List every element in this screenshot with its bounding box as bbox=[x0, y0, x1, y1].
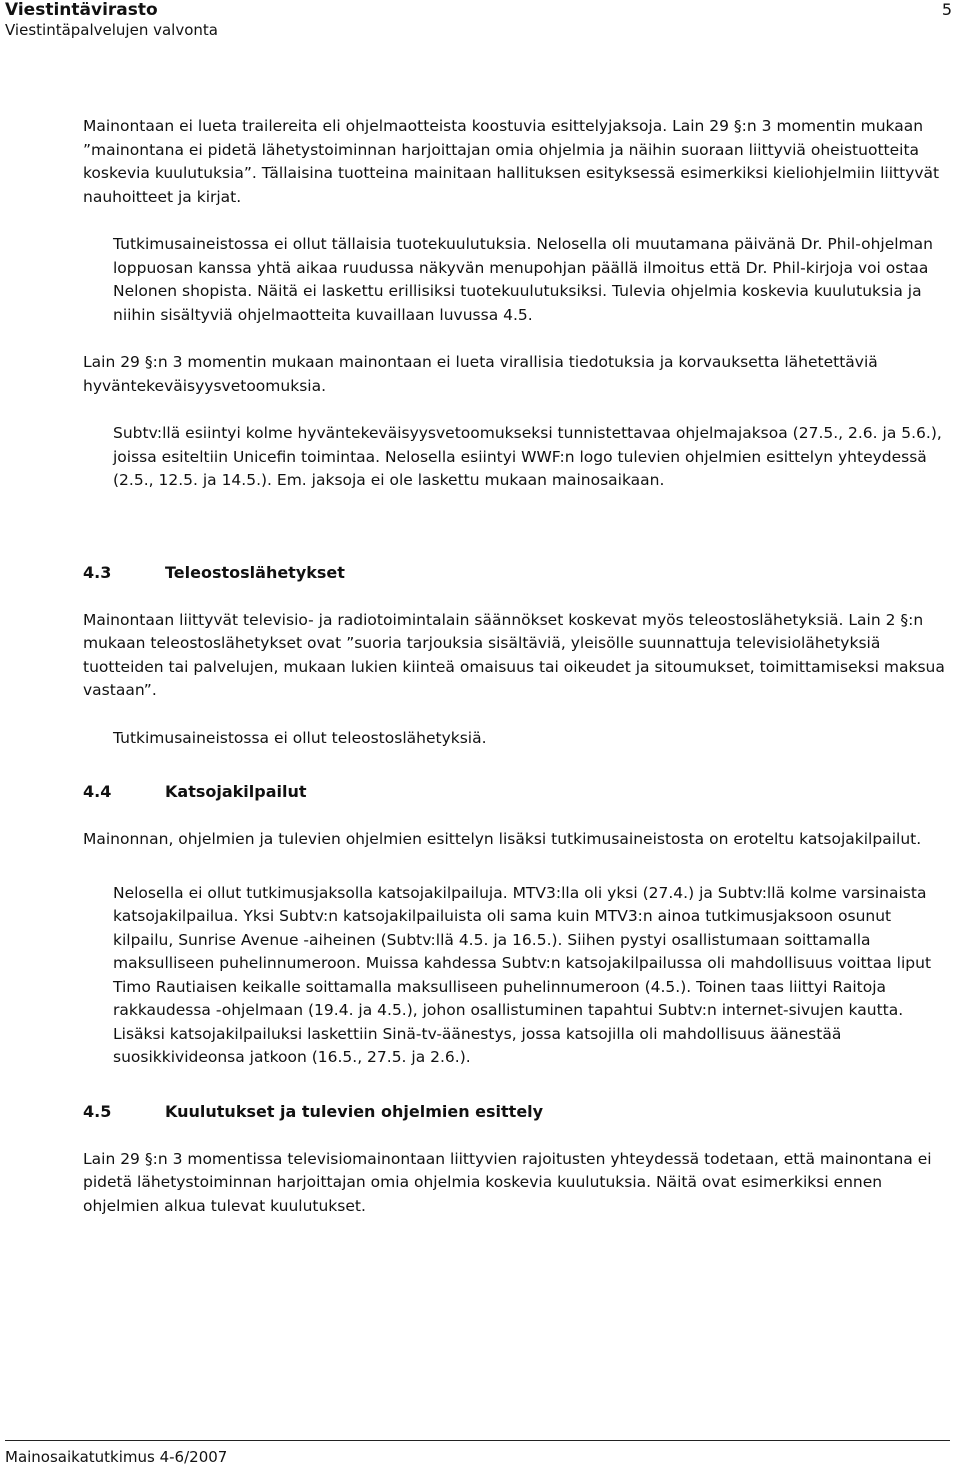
paragraph-teleshopping-rules: Mainontaan liittyvät televisio- ja radiotoimintalain säännökset koskevat myös teleostoslähetyksiä. Lain 2 §:n mukaan teleostoslähetykset ovat ”suoria tarjouksia sisältäviä, yleisölle suunnattuja televisiolähetyksiä tuotteiden tai palvelujen, mukaan lukien kiinteä omaisuus tai oikeudet ja sitoumukset, toimittamiseksi maksua vastaan”. bbox=[83, 610, 945, 699]
paragraph-competitions-details: Nelosella ei ollut tutkimusjaksolla katsojakilpailuja. MTV3:lla oli yksi (27.4.) ja Subtv:llä kolme varsinaista katsojakilpailua. Yksi Subtv:n katsojakilpailuista oli sama kuin MTV3:n ainoa tutkimusjaksoon osunut kilpailu, Sunrise Avenue -aiheinen (Subtv:llä 4.5. ja 16.5.). Siihen pystyi osallistumaan soittamalla maksulliseen puhelinnumeroon. Muissa kahdessa Subtv:n katsojakilpailussa oli mahdollisuus voittaa liput Timo Rautiaisen keikalle soittamalla maksulliseen puhelinnumeroon (4.5.). Toinen taas liittyi Raitoja rakkaudessa -ohjelmaan (19.4. ja 4.5.), johon osallistuminen tapahtui Subtv:n internet-sivujen kautta. Lisäksi katsojakilpailuksi laskettiin Sinä-tv-äänestys, jossa katsojilla oli mahdollisuus äänestää suosikkivideonsa jatkoon (16.5., 27.5. ja 2.6.). bbox=[113, 883, 932, 1066]
department-name: Viestintäpalvelujen valvonta bbox=[5, 21, 218, 39]
section-title: Teleostoslähetykset bbox=[165, 562, 345, 582]
paragraph-program-announcements: Lain 29 §:n 3 momentissa televisiomainontaan liittyvien rajoitusten yhteydessä todetaan, että mainontana ei pidetä lähetystoiminnan harjoittajan omia ohjelmia koskevia kuulutuksia. Näitä ovat esimerkiksi ennen ohjelmien alkua tulevat kuulutukset. bbox=[83, 1149, 932, 1215]
paragraph-product-announcements: Tutkimusaineistossa ei ollut tällaisia tuotekuulutuksia. Nelosella oli muutamana päivänä Dr. Phil-ohjelman loppuosan kanssa yhtä aikaa ruudussa näkyvän menupohjan päällä ilmoitus että Dr. Phil-kirjoja voi ostaa Nelonen shopista. Näitä ei laskettu erillisiksi tuotekuulutuksiksi. Tulevia ohjelmia koskevia kuulutuksia ja niihin sisältyviä ohjelmaotteita kuvaillaan luvussa 4.5. bbox=[113, 235, 933, 324]
paragraph-official-notices: Lain 29 §:n 3 momentin mukaan mainontaan ei lueta virallisia tiedotuksia ja korvauksetta lähetettäviä hyväntekeväisyysvetoomuksia. bbox=[83, 353, 878, 395]
organization-name: Viestintävirasto bbox=[5, 0, 158, 20]
document-body bbox=[83, 115, 955, 1218]
paragraph-trailers: Mainontaan ei lueta trailereita eli ohjelmaotteista koostuvia esittelyjaksoja. Lain 29 §:n 3 momentin mukaan ”mainontana ei pidetä lähetystoiminnan harjoittajan omia ohjelmia ja näihin suoraan liittyviä oheistuotteita koskevia kuulutuksia”. Tällaisina tuotteina mainitaan hallituksen esityksessä esimerkiksi kieliohjelmiin liittyvät nauhoitteet ja kirjat. bbox=[83, 117, 940, 206]
section-heading-4-3 bbox=[83, 561, 955, 585]
paragraph-teleshopping-result: Tutkimusaineistossa ei ollut teleostoslähetyksiä. bbox=[113, 728, 487, 747]
page-number: 5 bbox=[941, 0, 952, 19]
paragraph-charity-appeals: Subtv:llä esiintyi kolme hyväntekeväisyysvetoomukseksi tunnistettavaa ohjelmajaksoa (27.5., 2.6. ja 5.6.), joissa esiteltiin Unicefin toimintaa. Nelosella esiintyi WWF:n logo tulevien ohjelmien esittelyn yhteydessä (2.5., 12.5. ja 14.5.). Em. jaksoja ei ole laskettu mukaan mainosaikaan. bbox=[113, 424, 942, 489]
section-number: 4.3 bbox=[83, 562, 112, 582]
paragraph-competitions-intro: Mainonnan, ohjelmien ja tulevien ohjelmien esittelyn lisäksi tutkimusaineistosta on eroteltu katsojakilpailut. bbox=[83, 830, 922, 848]
section-number: 4.4 bbox=[83, 782, 112, 801]
section-number: 4.5 bbox=[83, 1101, 112, 1121]
section-heading-4-5 bbox=[83, 1100, 955, 1124]
section-title: Kuulutukset ja tulevien ohjelmien esittely bbox=[165, 1101, 544, 1121]
section-heading-4-4 bbox=[83, 780, 955, 804]
section-title: Katsojakilpailut bbox=[165, 782, 307, 801]
footer-title: Mainosaikatutkimus 4-6/2007 bbox=[5, 1448, 228, 1466]
page-header bbox=[5, 0, 955, 40]
footer-divider bbox=[5, 1440, 950, 1441]
